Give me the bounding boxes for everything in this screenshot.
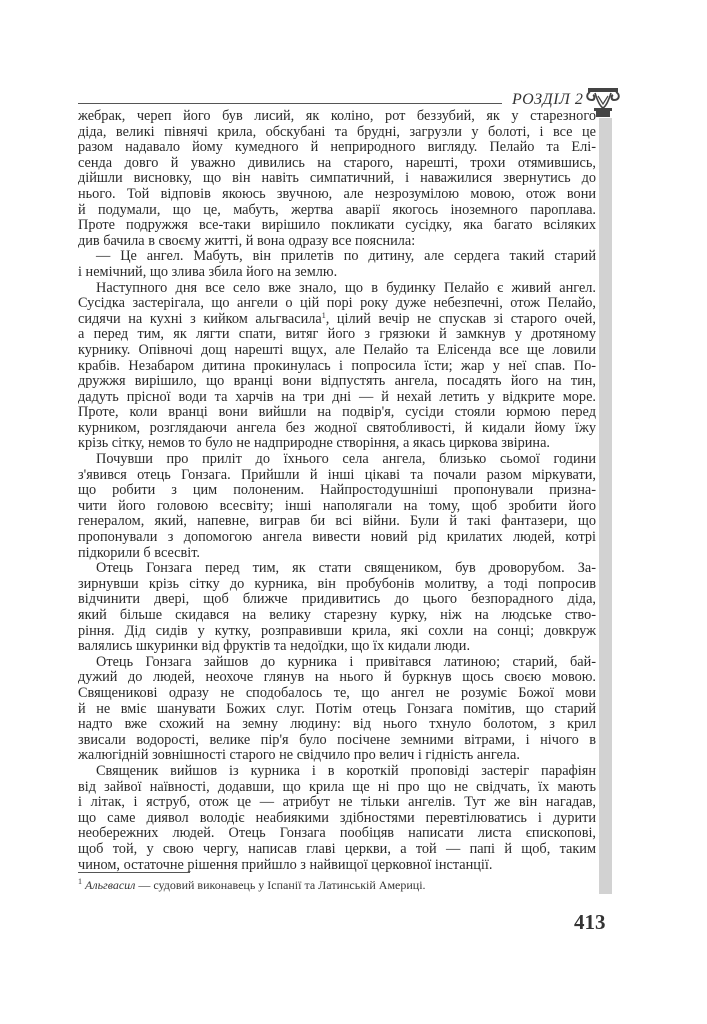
text-line: що робити з цим полоненим. Найпростодушніші пропонували призна- bbox=[78, 482, 596, 499]
text-line: пропонували з допомогою ангела вивести новий рід крилатих людей, котрі bbox=[78, 529, 596, 546]
header-rule bbox=[78, 103, 502, 104]
text-line: крабів. Незабаром дитина прокинулась і попросила їсти; жар у неї спав. По- bbox=[78, 357, 596, 374]
text-line: зирнувши крізь сітку до курника, він пробубонів молитву, а тоді попросив bbox=[78, 575, 596, 592]
text-line: і літак, і яструб, отож це — атрибут не тільки ангелів. Тут же він нагадав, bbox=[78, 794, 596, 811]
text-line: Сусідка застерігала, що ангели о цій порі року дуже небезпечні, отож Пелайо, bbox=[78, 295, 596, 312]
paragraph bbox=[78, 109, 596, 249]
text-line: діда, великі півнячі крила, обскубані та брудні, загрузли у болоті, і все це bbox=[78, 123, 596, 140]
text-line: від зайвої наївності, додавши, що крила ще ні про що не свідчать, їх мають bbox=[78, 778, 596, 795]
section-title: РОЗДІЛ 2 bbox=[512, 91, 584, 108]
text-line: дійшли висновку, що він навіть симпатичний, і наважилися звернутись до bbox=[78, 170, 596, 187]
text-line: дружжя вирішило, що вранці вони відпустять ангела, посадять його на тин, bbox=[78, 373, 596, 390]
text-line: що саме диявол володіє неабиякими здібностями перевтілюватись і дурити bbox=[78, 809, 596, 826]
text-line: жебрак, череп його був лисий, як коліно, рот беззубий, як у старезного bbox=[78, 108, 596, 124]
text-line: курником, розглядаючи ангела без жодної святобливості, й кидали йому їжу bbox=[78, 419, 596, 436]
text-line: звисали водорості, велике пір'я було посічене земними вітрами, і нічого в bbox=[78, 731, 596, 748]
text-line: відчинити двері, щоб ближче придивитись до цього безпорадного діда, bbox=[78, 591, 596, 608]
footnote-term: Альгвасил bbox=[85, 878, 136, 892]
text-line: Наступного дня все село вже знало, що в будинку Пелайо є живий ангел. bbox=[96, 279, 596, 296]
text-line: сенда довго й уважно дивились на старого, нарешті, трохи отямившись, bbox=[78, 154, 596, 171]
text-line: а перед тим, як лягти спати, витяг його з грязюки й замкнув у дротяному bbox=[78, 326, 596, 343]
text-line: й подумали, що це, мабуть, жертва аварії якогось іноземного пароплава. bbox=[78, 201, 596, 218]
page-number: 413 bbox=[574, 910, 606, 934]
text-line: — Це ангел. Мабуть, він прилетів по дитину, але сердега такий старий bbox=[96, 248, 596, 265]
text-line: генералом, який, напевне, виграв би всі війни. Були й такі фантазери, що bbox=[78, 513, 596, 530]
text-line: підкорили б всесвіт. bbox=[78, 544, 200, 561]
text-line: Священик вийшов із курника і в короткій проповіді застеріг парафіян bbox=[96, 762, 596, 779]
text-line: Отець Гонзага перед тим, як стати священиком, був дроворубом. За- bbox=[96, 560, 596, 577]
text-line: курнику. Опівночі дощ нарешті вщух, але Пелайо та Елісенда все ще ловили bbox=[78, 341, 596, 358]
text-line: разом надавало йому кумедного й неприродного вигляду. Пелайо та Елі- bbox=[78, 139, 596, 156]
text-line: і немічний, що злива збила його на землю. bbox=[78, 263, 338, 280]
text-line: Священикові одразу не сподобалось те, що ангел не розуміє Божої мови bbox=[78, 684, 596, 701]
text-line: й не вміє шанувати Божих слуг. Потім отець Гонзага помітив, що старий bbox=[78, 700, 596, 717]
text-line: нього. Той відповів якоюсь звучною, але незрозумілою мовою, отож вони bbox=[78, 185, 596, 202]
paragraph bbox=[78, 561, 596, 655]
paragraph bbox=[78, 249, 596, 280]
text-line: ріння. Дід сидів у кутку, розправивши крила, які сохли на сонці; довкруж bbox=[78, 622, 596, 639]
text-line: чити його головою всесвіту; інші наполягали на тому, щоб зробити його bbox=[78, 497, 596, 514]
text-line: надто вже схожий на земну людину: від нього тхнуло болотом, з крил bbox=[78, 716, 596, 733]
text-line: який більше скидався на велику старезну курку, ніж на людське ство- bbox=[78, 607, 596, 623]
text-line: Почувши про приліт до їхнього села ангела, близько сьомої години bbox=[96, 451, 596, 468]
text-line: з'явився отець Гонзага. Прийшли й інші цікаві та почали разом міркувати, bbox=[78, 466, 596, 483]
text-line: Отець Гонзага зайшов до курника і привітався латиною; старий, бай- bbox=[96, 653, 596, 670]
text-line: крізь сітку, немов то було не надприродне створіння, а якась циркова звірина. bbox=[78, 435, 551, 452]
text-line: необережних людей. Отець Гонзага пообіцяв написати листа єпископові, bbox=[78, 825, 596, 842]
text-segment: , цілий вечір не спускав зі старого очей, bbox=[325, 310, 596, 327]
paragraph bbox=[78, 281, 596, 453]
body-text bbox=[78, 109, 596, 873]
paragraph bbox=[78, 764, 596, 873]
text-line: жалюгідній зовнішності старого не свідчило про велич і гідність ангела. bbox=[78, 747, 520, 764]
text-line: див бачила в своєму житті, й вона одразу все пояснила: bbox=[78, 232, 416, 249]
footnote-reference: 1 bbox=[321, 310, 326, 320]
text-line: Проте, коли вранці вони вийшли на подвір'я, сусіди стояли юрмою перед bbox=[78, 404, 596, 421]
text-segment: сидячи на кухні з кийком альгвасила bbox=[78, 310, 322, 327]
text-line bbox=[78, 312, 596, 328]
text-line: дадуть прісної води та харчів на три дні — й нехай летить у відкрите море. bbox=[78, 388, 596, 405]
page-side-bar bbox=[599, 118, 612, 894]
text-line: дужий до людей, неохоче глянув на нього й буркнув щось своєю мовою. bbox=[78, 669, 596, 686]
footnote bbox=[78, 878, 426, 893]
footnote-text: — судовий виконавець у Іспанії та Латинській Америці. bbox=[135, 878, 426, 892]
text-line: чином, остаточне рішення прийшло з найвищої церковної інстанції. bbox=[78, 856, 493, 873]
text-line: валялись шкуринки від фруктів та недоїдки, що їх кидали люди. bbox=[78, 638, 471, 655]
paragraph bbox=[78, 452, 596, 561]
text-line: Проте подружжя все-таки вирішило покликати сусідку, яка багато всіляких bbox=[78, 217, 596, 234]
paragraph bbox=[78, 655, 596, 764]
text-line: щоб той, у свою чергу, написав главі церкви, а той — папі й щоб, таким bbox=[78, 840, 596, 857]
footnote-rule bbox=[78, 872, 190, 873]
footnote-marker: 1 bbox=[78, 877, 82, 886]
